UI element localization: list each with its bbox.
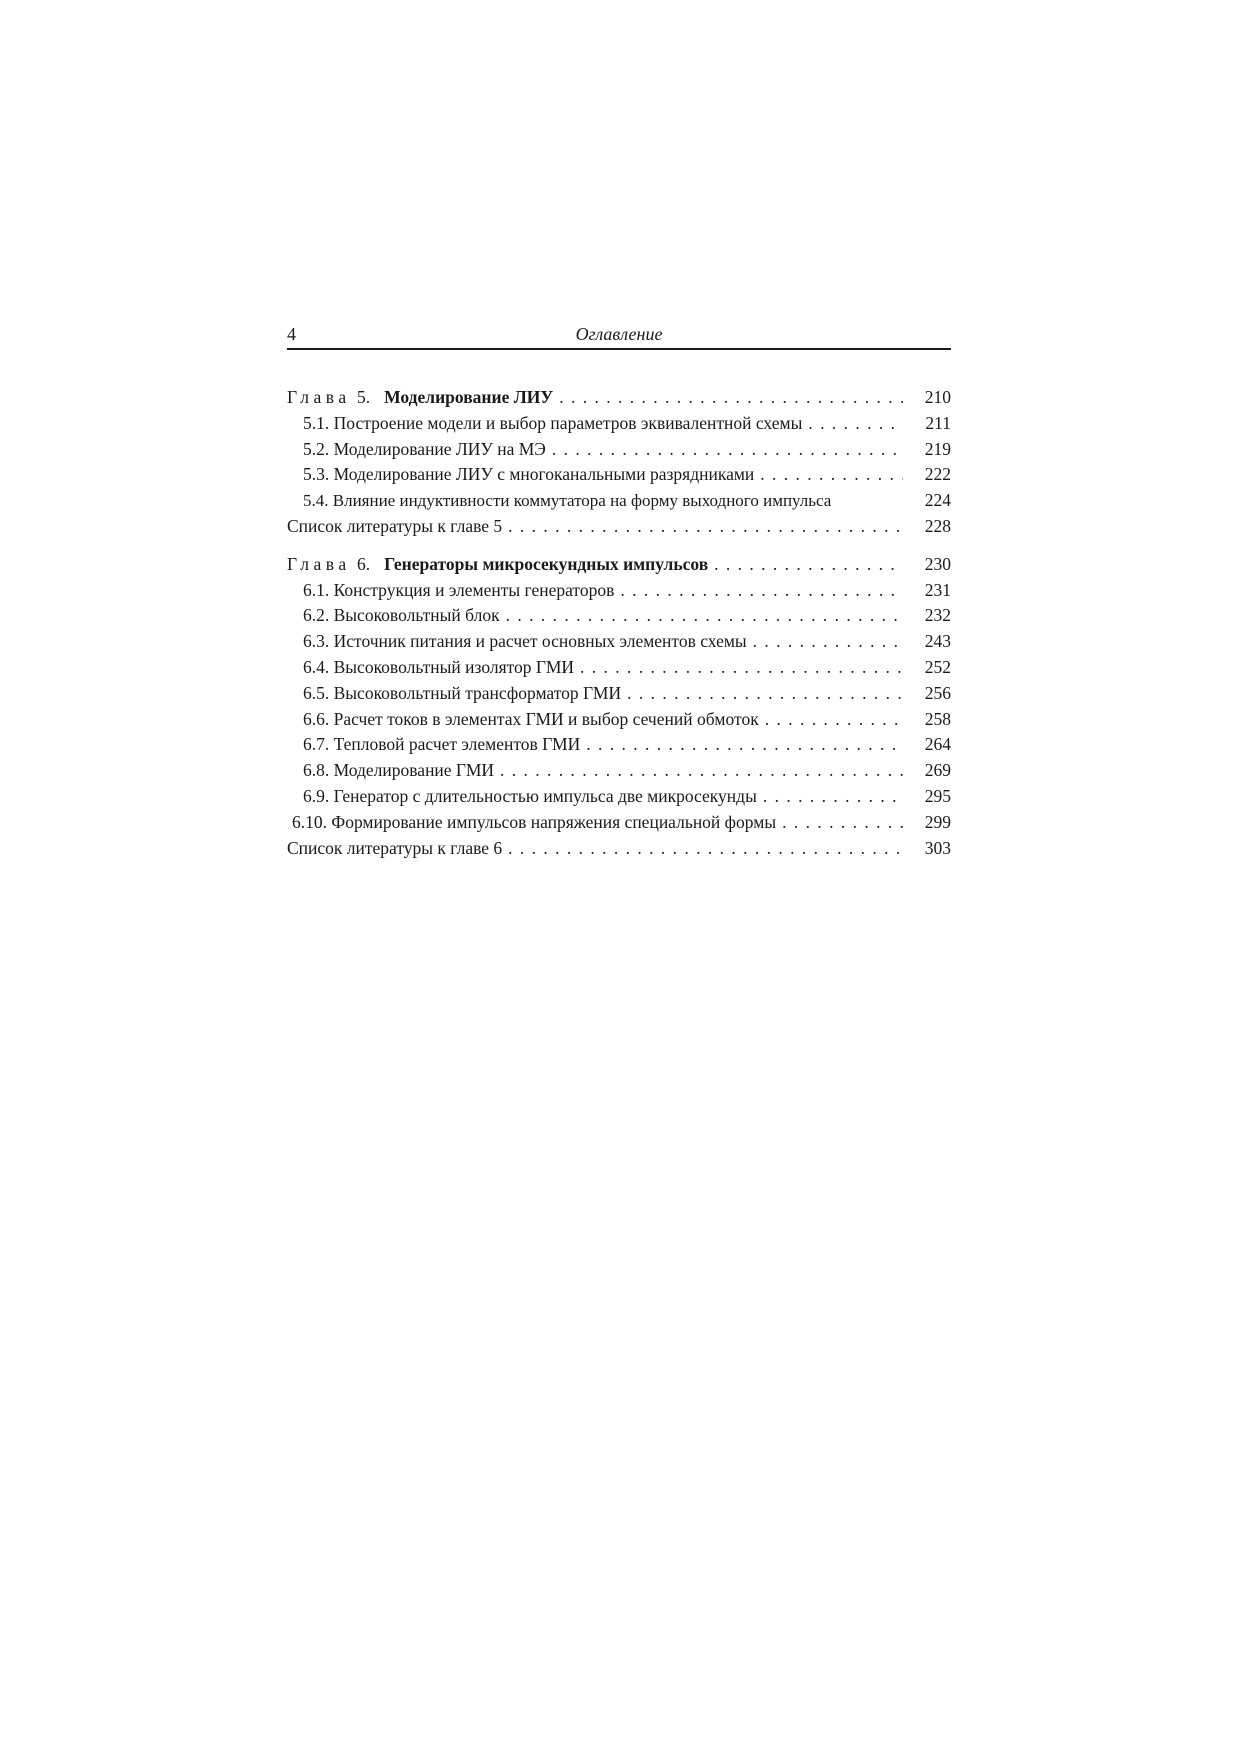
section-title: Моделирование ГМИ (333, 760, 495, 781)
dot-leader (708, 552, 903, 578)
page-ref: 222 (924, 464, 951, 485)
page-ref: 299 (924, 811, 951, 832)
section-title: Моделирование ЛИУ с многоканальными разрядниками (333, 464, 755, 485)
chapter-number: 6. (356, 553, 371, 574)
toc-section-5-3[interactable] (287, 462, 951, 488)
section-title: Высоковольтный трансформатор ГМИ (333, 682, 622, 703)
toc-section-6-4[interactable] (287, 655, 951, 681)
section-number: 6.9. (303, 785, 330, 806)
chapter-title: Генераторы микросекундных импульсов (384, 553, 709, 574)
toc-chapter-6[interactable] (287, 552, 951, 578)
toc-section-6-7[interactable] (287, 732, 951, 758)
page-ref: 269 (924, 760, 951, 781)
page-ref: 232 (924, 605, 951, 626)
toc-section-5-2[interactable] (287, 437, 951, 463)
toc-chapter-5[interactable] (287, 385, 951, 411)
section-number: 5.3. (303, 464, 330, 485)
section-title: Генератор с длительностью импульса две микросекунды (333, 785, 757, 806)
toc-section-5-4[interactable] (287, 488, 951, 514)
references-title: Список литературы к главе 6 (287, 837, 503, 858)
toc-section-5-1[interactable] (287, 411, 951, 437)
references-title: Список литературы к главе 5 (287, 515, 503, 536)
page-number: 4 (287, 324, 296, 344)
toc-section-6-2[interactable] (287, 603, 951, 629)
section-number: 6.8. (303, 760, 330, 781)
page-ref: 210 (924, 387, 951, 407)
dot-leader (621, 681, 903, 707)
section-title: Влияние индуктивности коммутатора на форму выходного импульса (332, 491, 832, 511)
section-number: 6.7. (303, 734, 330, 755)
dot-leader (502, 836, 903, 862)
dot-leader (546, 437, 903, 463)
page-ref: 228 (924, 515, 951, 536)
page-ref: 303 (924, 837, 951, 858)
section-number: 6.4. (303, 656, 330, 677)
page-ref: 264 (924, 734, 951, 755)
toc-section-6-6[interactable] (287, 707, 951, 733)
toc-section-6-5[interactable] (287, 681, 951, 707)
section-title: Моделирование ЛИУ на МЭ (333, 438, 546, 459)
dot-leader (802, 411, 903, 437)
page-ref: 231 (924, 579, 951, 600)
section-title: Расчет токов в элементах ГМИ и выбор сечений обмоток (333, 708, 759, 729)
section-number: 5.4. (303, 491, 329, 511)
dot-leader (580, 732, 903, 758)
toc-references-ch6[interactable] (287, 836, 951, 862)
toc-references-ch5[interactable] (287, 514, 951, 540)
section-title: Источник питания и расчет основных элементов схемы (333, 631, 747, 652)
dot-leader (757, 784, 903, 810)
section-title: Высоковольтный изолятор ГМИ (333, 656, 575, 677)
section-title: Построение модели и выбор параметров эквивалентной схемы (333, 412, 803, 433)
dot-leader (614, 578, 903, 604)
page-ref: 224 (924, 490, 951, 511)
dot-leader (747, 629, 903, 655)
page-ref: 295 (924, 785, 951, 806)
chapter-number: 5. (356, 387, 371, 407)
chapter-label: Глава (287, 553, 351, 574)
section-title: Конструкция и элементы генераторов (333, 579, 615, 600)
page-ref: 243 (924, 631, 951, 652)
toc-section-6-9[interactable] (287, 784, 951, 810)
dot-leader (574, 655, 903, 681)
chapter-label: Глава (287, 387, 351, 407)
toc-section-6-3[interactable] (287, 629, 951, 655)
dot-leader (553, 385, 903, 411)
dot-leader (754, 462, 903, 488)
section-number: 6.3. (303, 631, 330, 652)
page-ref: 219 (924, 438, 951, 459)
section-number: 5.2. (303, 438, 330, 459)
running-title: Оглавление (575, 324, 663, 344)
page-ref: 230 (924, 553, 951, 574)
page-ref: 256 (924, 682, 951, 703)
section-number: 6.2. (303, 605, 330, 626)
dot-leader (759, 707, 903, 733)
section-title: Формирование импульсов напряжения специальной формы (331, 811, 777, 832)
table-of-contents (287, 385, 951, 861)
section-number: 6.1. (303, 579, 330, 600)
page-ref: 211 (925, 412, 951, 433)
chapter-title: Моделирование ЛИУ (384, 387, 554, 407)
page-header (287, 322, 951, 350)
section-number: 6.10. (292, 811, 327, 832)
toc-section-6-8[interactable] (287, 758, 951, 784)
section-number: 6.5. (303, 682, 330, 703)
toc-section-6-10[interactable] (287, 810, 951, 836)
dot-leader (502, 514, 903, 540)
dot-leader (494, 758, 903, 784)
page-ref: 258 (924, 708, 951, 729)
dot-leader (500, 603, 903, 629)
section-number: 5.1. (303, 412, 330, 433)
page-ref: 252 (924, 656, 951, 677)
section-number: 6.6. (303, 708, 330, 729)
toc-section-6-1[interactable] (287, 578, 951, 604)
dot-leader (776, 810, 903, 836)
section-title: Тепловой расчет элементов ГМИ (333, 734, 581, 755)
section-title: Высоковольтный блок (333, 605, 500, 626)
